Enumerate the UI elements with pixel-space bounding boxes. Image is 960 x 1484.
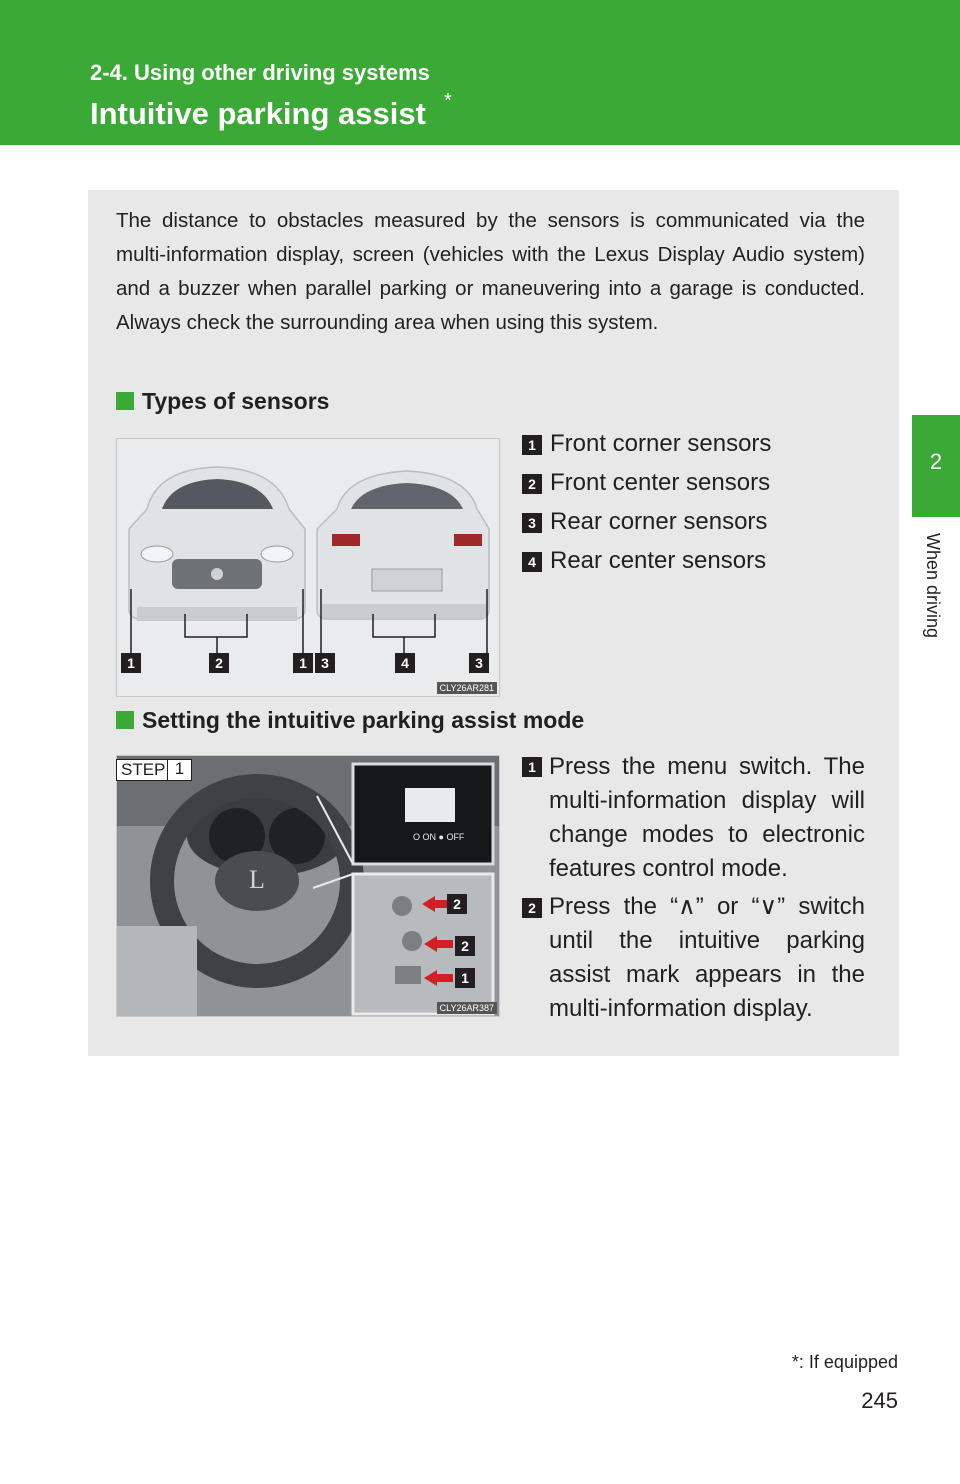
steering-switch-photo xyxy=(116,755,500,1017)
chapter-tab[interactable] xyxy=(912,415,960,517)
chapter-tab-number: 2 xyxy=(929,449,943,474)
display-onoff-text: O ON ● OFF xyxy=(413,832,465,842)
heading-bullet-icon xyxy=(116,392,134,410)
callout-rear-corner-right: 3 xyxy=(469,653,489,673)
callout-front-center: 2 xyxy=(209,653,229,673)
callout-switch-down: 2 xyxy=(455,936,475,956)
image-code: CLY26AR387 xyxy=(437,1002,497,1014)
setting-heading xyxy=(116,707,584,734)
sensors-heading xyxy=(116,388,329,415)
heading-bullet-icon xyxy=(116,711,134,729)
legend-number: 1 xyxy=(522,435,542,455)
footnote: *: If equipped xyxy=(791,1352,898,1372)
intro-paragraph: The distance to obstacles measured by the sensors is communicated via the multi-information display, screen (vehicles with the Lexus Display Audio system) and a buzzer when parallel parking or maneuvering into a garage is conducted. Always check the surrounding area when using this system. xyxy=(116,209,865,334)
legend-label: Front center sensors xyxy=(550,469,771,496)
legend-number: 2 xyxy=(522,474,542,494)
legend-label: Rear corner sensors xyxy=(550,508,768,535)
callout-rear-corner-left: 3 xyxy=(315,653,335,673)
svg-text:L: L xyxy=(249,865,265,894)
image-code: CLY26AR281 xyxy=(437,682,497,694)
callout-menu-switch: 1 xyxy=(455,968,475,988)
if-equipped-mark: * xyxy=(444,90,452,112)
callout-switch-up: 2 xyxy=(447,894,467,914)
page-number: 245 xyxy=(861,1388,898,1413)
step-word: STEP xyxy=(121,760,166,779)
page-title: Intuitive parking assist xyxy=(90,96,426,131)
section-label: 2-4. Using other driving systems xyxy=(90,60,430,85)
steering-switch-illustration xyxy=(117,756,500,1017)
chapter-tab-label-text: When driving xyxy=(923,533,943,639)
legend-label: Front corner sensors xyxy=(550,430,772,457)
callout-rear-center: 4 xyxy=(395,653,415,673)
step-item-number: 2 xyxy=(522,898,542,918)
step-item-number: 1 xyxy=(522,757,542,777)
setting-heading-text: Setting the intuitive parking assist mode xyxy=(142,707,585,733)
chapter-header xyxy=(0,0,960,145)
legend-number: 4 xyxy=(522,552,542,572)
step-badge xyxy=(116,759,192,781)
sensor-legend-item xyxy=(522,547,766,575)
sensor-legend-item xyxy=(522,469,770,497)
step-item-text: Press the menu switch. The multi-information display will change modes to electronic features control mode. xyxy=(549,753,865,882)
sensor-location-photo xyxy=(116,438,500,697)
sensor-legend-item xyxy=(522,508,767,536)
step-number: 1 xyxy=(167,759,191,781)
step-item-text: Press the “∧” or “∨” switch until the intuitive parking assist mark appears in the multi-information display. xyxy=(549,893,865,1022)
sensor-legend-item xyxy=(522,430,771,458)
chapter-tab-label xyxy=(914,533,954,693)
callout-front-corner-right: 1 xyxy=(293,653,313,673)
sensors-heading-text: Types of sensors xyxy=(142,388,330,414)
legend-number: 3 xyxy=(522,513,542,533)
callout-front-corner-left: 1 xyxy=(121,653,141,673)
legend-label: Rear center sensors xyxy=(550,547,767,574)
